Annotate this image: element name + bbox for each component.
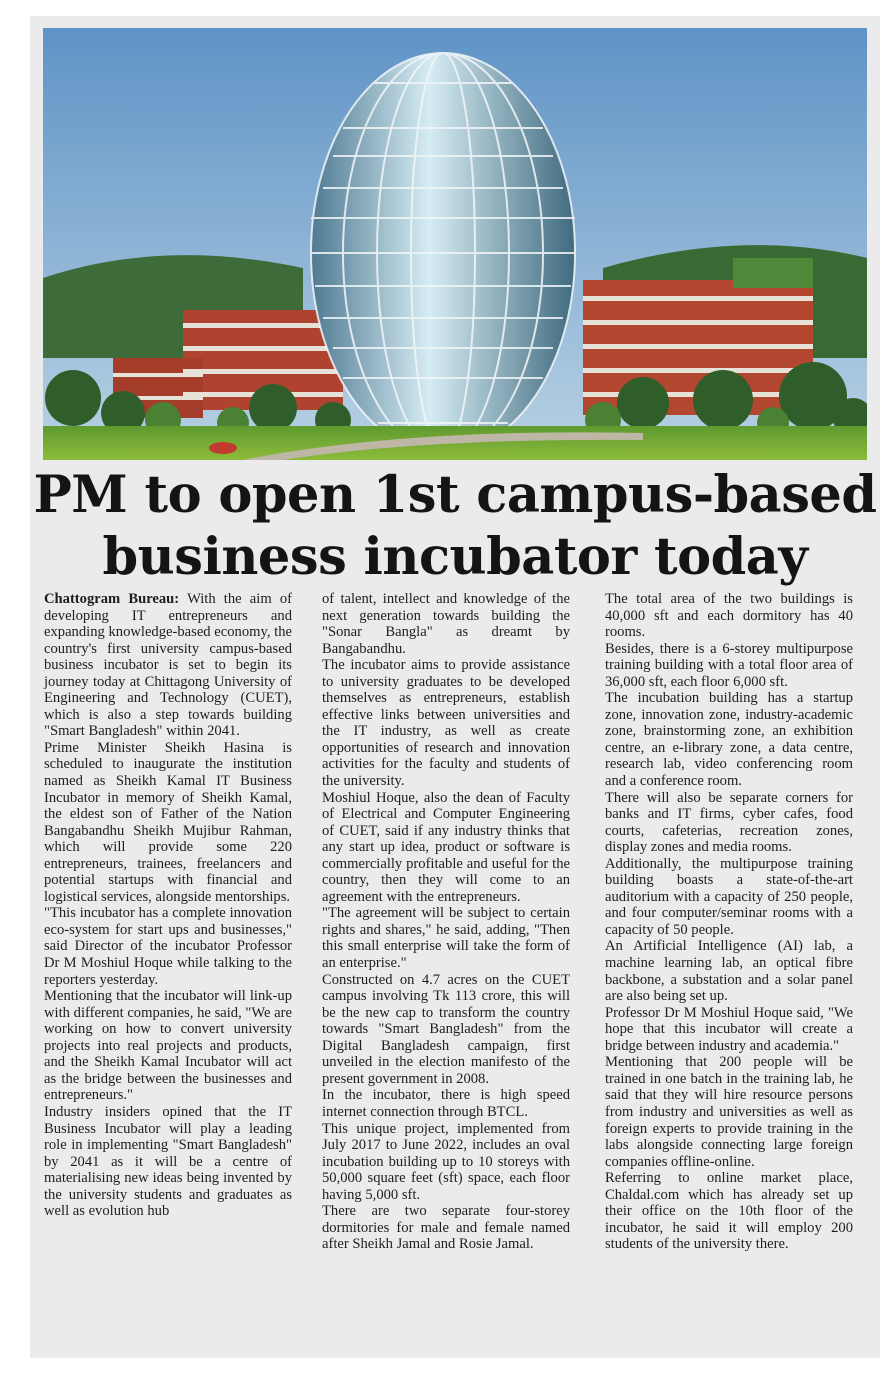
paragraph: There will also be separate corners for banks and IT firms, cyber cafes, food courts, cafeterias, recreation zones, display zones and media rooms. — [605, 789, 853, 856]
headline — [30, 464, 880, 588]
news-clipping — [30, 16, 880, 1358]
paragraph: Additionally, the multipurpose training building boasts a state-of-the-art auditorium with a capacity of 250 people, and four computer/seminar rooms with a capacity of 50 people. — [605, 855, 853, 938]
paragraph: Chattogram Bureau: With the aim of developing IT entrepreneurs and expanding knowledge-based economy, the country's first university campus-based business incubator is set to begin its journey today at Chittagong University of Engineering and Technology (CUET), which is also a step towards building "Smart Bangladesh" within 2041. — [44, 591, 292, 740]
paragraph: of talent, intellect and knowledge of the next generation towards building the "Sonar Bangla" as dreamt by Bangabandhu. — [322, 591, 570, 657]
paragraph: Referring to online market place, Chaldal.com which has already set up their office on the 10th floor of the incubator, he said it will employ 200 students of the university there. — [605, 1170, 853, 1253]
paragraph: Professor Dr M Moshiul Hoque said, "We hope that this incubator will create a bridge between industry and academia." — [605, 1004, 853, 1054]
paragraph: Mentioning that 200 people will be trained in one batch in the training lab, he said that they will hire resource persons from industry and universities as well as foreign experts to provide training in the labs alongside connecting large foreign companies offline-online. — [605, 1054, 853, 1170]
paragraph: This unique project, implemented from July 2017 to June 2022, includes an oval incubation building up to 10 storeys with 50,000 square feet (sft) space, each floor having 5,000 sft. — [322, 1120, 570, 1203]
article-column-3 — [605, 591, 853, 1253]
paragraph: An Artificial Intelligence (AI) lab, a machine learning lab, an optical fibre backbone, a substation and a solar panel are also being set up. — [605, 938, 853, 1005]
paragraph: Besides, there is a 6-storey multipurpose training building with a total floor area of 36,000 sft, each floor 6,000 sft. — [605, 640, 853, 690]
paragraph: Industry insiders opined that the IT Business Incubator will play a leading role in implementing "Smart Bangladesh" by 2041 as it will be a centre of materialising new ideas being invented by the university students and graduates as well as evolution hub — [44, 1103, 292, 1220]
paragraph: "This incubator has a complete innovation eco-system for start ups and businesses," said Director of the incubator Professor Dr M Moshiul Hoque while talking to the reporters yesterday. — [44, 905, 292, 988]
incubator-building-photo — [43, 28, 867, 460]
paragraph: There are two separate four-storey dormitories for male and female named after Sheikh Jamal and Rosie Jamal. — [322, 1203, 570, 1253]
headline-line-1: PM to open 1st campus-based — [33, 465, 877, 525]
paragraph: Prime Minister Sheikh Hasina is scheduled to inaugurate the institution named as Sheikh Kamal IT Business Incubator in memory of Sheikh Kamal, the eldest son of Father of the Nation Bangabandhu Sheikh Mujibur Rahman, which will provide some 220 entrepreneurs, trainees, freelancers and potential startups with financial and logistical services, alongside mentorships. — [44, 739, 292, 905]
paragraph: Mentioning that the incubator will link-up with different companies, he said, "We are working on how to convert university projects into real projects and products, and the Sheikh Kamal Incubator will act as the bridge between the businesses and entrepreneurs." — [44, 988, 292, 1104]
paragraph: The total area of the two buildings is 40,000 sft and each dormitory has 40 rooms. — [605, 591, 853, 641]
paragraph: The incubation building has a startup zone, innovation zone, industry-academic zone, brainstorming zone, an exhibition centre, an e-library zone, a data centre, research lab, video conferencing room and a conference room. — [605, 690, 853, 790]
byline: Chattogram Bureau: — [44, 591, 180, 607]
paragraph: Moshiul Hoque, also the dean of Faculty of Electrical and Computer Engineering of CUET, said if any industry thinks that any start up idea, product or software is commercially profitable and useful for the country, then they will come to an agreement with the entrepreneurs. — [322, 789, 570, 905]
headline-line-2: business incubator today — [102, 527, 808, 587]
paragraph: Constructed on 4.7 acres on the CUET campus involving Tk 113 crore, this will be the new cap to transform the country towards "Smart Bangladesh" from the Digital Bangladesh campaign, first unveiled in the election manifesto of the present government in 2008. — [322, 971, 570, 1087]
article-column-2 — [322, 591, 570, 1253]
paragraph: "The agreement will be subject to certain rights and shares," he said, adding, "Then this small enterprise will take the form of an enterprise." — [322, 905, 570, 972]
article-column-1 — [44, 591, 292, 1220]
paragraph: In the incubator, there is high speed internet connection through BTCL. — [322, 1087, 570, 1120]
paragraph: The incubator aims to provide assistance to university graduates to be developed themselves as entrepreneurs, establish effective links between universities and the IT industry, as well as create opportunities of research and innovation activities for the faculty and students of the university. — [322, 657, 570, 790]
